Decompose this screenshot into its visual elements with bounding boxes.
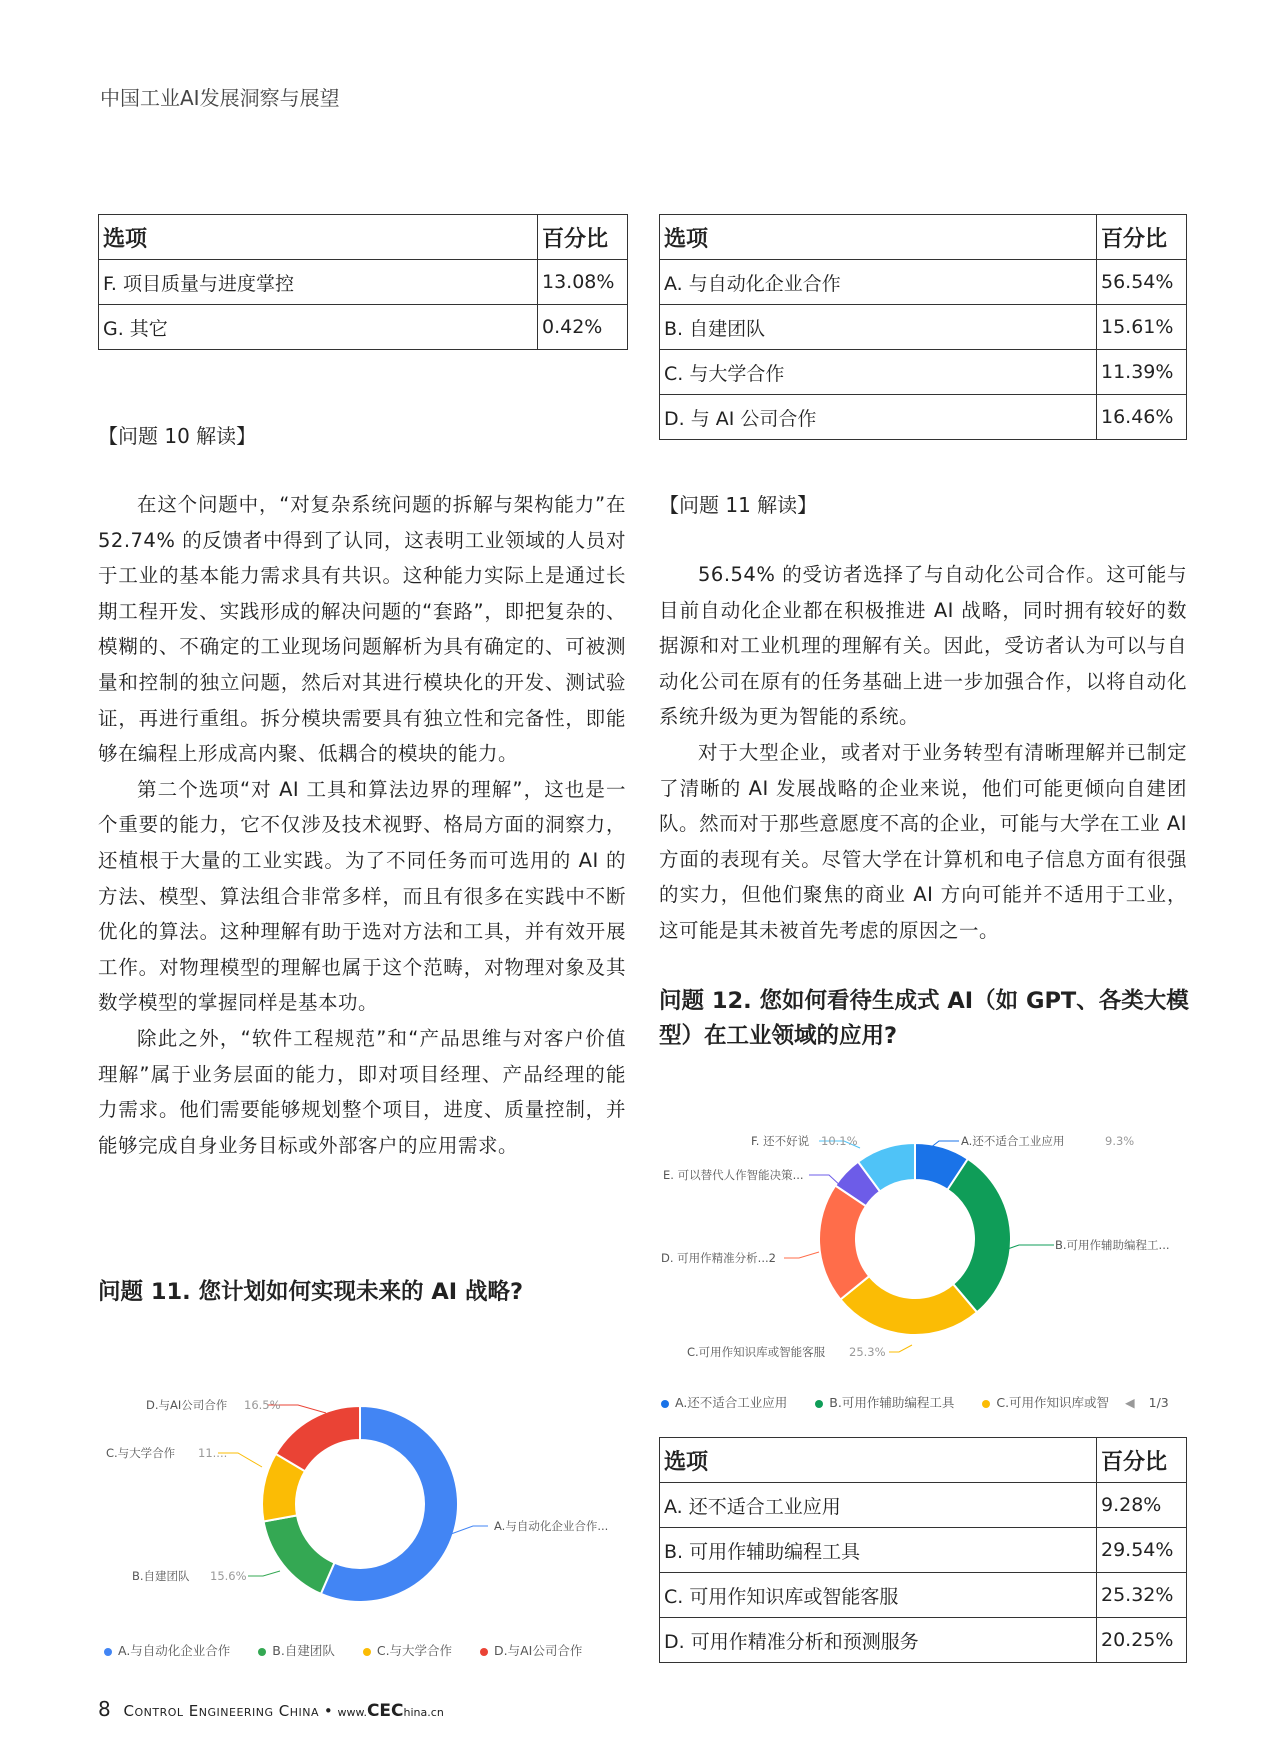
option-cell: A. 还不适合工业应用 [660,1483,1097,1528]
table-row [660,305,1187,350]
option-cell: A. 与自动化企业合作 [660,260,1097,305]
slice-pct: 9.3% [1105,1134,1135,1148]
legend-label: C.与大学合作 [376,1643,453,1658]
option-cell: C. 可用作知识库或智能客服 [660,1573,1097,1618]
legend-pager: 1/3 [1148,1395,1169,1410]
table-q11 [659,214,1187,440]
table-row [99,260,628,305]
col-pct-header: 百分比 [538,215,628,260]
col-option-header: 选项 [660,1438,1097,1483]
slice-label: F. 还不好说 [751,1134,810,1148]
slice-label: C.可用作知识库或智能客服 [687,1345,826,1359]
col-option-header: 选项 [660,215,1097,260]
legend-item[interactable] [982,1395,1109,1410]
legend-item[interactable] [258,1643,335,1658]
leader-line [451,1526,488,1534]
legend-dot-icon [661,1400,669,1408]
table-row [660,350,1187,395]
donut-slice[interactable] [264,1515,335,1593]
pct-cell: 9.28% [1097,1483,1187,1528]
legend-item[interactable] [815,1395,954,1410]
slice-pct: 10.1% [821,1134,858,1148]
paragraph: 对于大型企业，或者对于业务转型有清晰理解并已制定了清晰的 AI 发展战略的企业来说，他们可能更倾向自建团队。然而对于那些意愿度不高的企业，可能与大学在工业 AI 方面的表现有关。尽管大学在计算机和电子信息方面有很强的实力，但他们聚焦的商业 AI 方向可能并不适用于工业，这可能是其未被首先考虑的原因之一。 [659,740,1187,942]
legend-label: B.自建团队 [272,1643,335,1658]
option-cell: F. 项目质量与进度掌控 [99,260,538,305]
running-header: 中国工业AI发展洞察与展望 [100,86,340,110]
legend-label: B.可用作辅助编程工具 [829,1395,955,1410]
table-row [660,1618,1187,1663]
pct-cell: 11.39% [1097,350,1187,395]
paragraph: 56.54% 的受访者选择了与自动化公司合作。这可能与目前自动化企业都在积极推进 AI 战略，同时拥有较好的数据源和对工业机理的理解有关。因此，受访者认为可以与自动化公司在原有的任务基础上进一步加强合作，以将自动化系统升级为更为智能的系统。 [659,563,1187,729]
slice-pct: 16.5% [244,1398,281,1412]
col-pct-header: 百分比 [1097,1438,1187,1483]
chart-q11-legend [104,1641,606,1659]
col-option-header: 选项 [99,215,538,260]
legend-prev-icon[interactable]: ◀ [1125,1395,1135,1410]
legend-dot-icon [815,1400,823,1408]
option-cell: G. 其它 [99,305,538,350]
donut-slice[interactable] [276,1406,360,1471]
pct-cell: 56.54% [1097,260,1187,305]
page-number: 8 [98,1697,111,1721]
pct-cell: 0.42% [538,305,628,350]
option-cell: B. 自建团队 [660,305,1097,350]
table-row [660,395,1187,440]
pct-cell: 29.54% [1097,1528,1187,1573]
table-row [660,1483,1187,1528]
legend-item[interactable] [363,1643,452,1658]
donut-slices [819,1143,1011,1335]
slice-label: B.可用作辅助编程工... [1055,1238,1170,1252]
table-header-row [660,1438,1187,1483]
table-row [660,1573,1187,1618]
legend-label: D.与AI公司合作 [494,1643,583,1658]
option-cell: B. 可用作辅助编程工具 [660,1528,1097,1573]
table-row [99,305,628,350]
slice-label: B.自建团队 [132,1569,190,1583]
table-q10 [98,214,628,350]
leader-line [784,1252,819,1258]
slice-label: E. 可以替代人作智能决策... [663,1168,804,1182]
leader-line [248,1571,280,1576]
option-cell: D. 可用作精准分析和预测服务 [660,1618,1097,1663]
col-pct-header: 百分比 [1097,215,1187,260]
slice-label: A.与自动化企业合作... [494,1519,609,1533]
option-cell: C. 与大学合作 [660,350,1097,395]
footer-url-cec: CEC [366,1701,404,1721]
paragraph: 第二个选项“对 AI 工具和算法边界的理解”，这也是一个重要的能力，它不仅涉及技术视野、格局方面的洞察力，还植根于大量的工业实践。为了不同任务而可选用的 AI 的方法、模型、算法组合非常多样，而且有很多在实践中不断优化的算法。这种理解有助于选对方法和工具，并有效开展工作。对物理模型的理解也属于这个范畴，对物理对象及其数学模型的掌握同样是基本功。 [98,777,626,1015]
page-footer [98,1697,444,1721]
q10-interpretation-body [98,487,626,1163]
legend-label: A.还不适合工业应用 [675,1395,788,1410]
pct-cell: 25.32% [1097,1573,1187,1618]
option-cell: D. 与 AI 公司合作 [660,395,1097,440]
legend-item[interactable] [480,1643,582,1658]
chart-q12-donut [659,1118,1199,1376]
table-row [660,260,1187,305]
pct-cell: 13.08% [538,260,628,305]
q11-title: 问题 11. 您计划如何实现未来的 AI 战略? [98,1279,524,1305]
legend-item[interactable] [104,1643,230,1658]
chart-q12-legend [661,1393,1169,1411]
legend-dot-icon [480,1648,488,1656]
legend-dot-icon [258,1648,266,1656]
legend-dot-icon [104,1648,112,1656]
legend-dot-icon [363,1648,371,1656]
footer-bullet: • [323,1702,333,1720]
q11-interpretation-body [659,557,1187,949]
legend-label: A.与自动化企业合作 [118,1643,231,1658]
pct-cell: 16.46% [1097,395,1187,440]
paragraph: 除此之外，“软件工程规范”和“产品思维与对客户价值理解”属于业务层面的能力，即对项目经理、产品经理的能力需求。他们需要能够规划整个项目，进度、质量控制，并能够完成自身业务目标或外部客户的应用需求。 [98,1026,626,1157]
slice-label: C.与大学合作 [106,1446,176,1460]
slice-pct: 15.6% [210,1569,247,1583]
donut-slices [262,1406,458,1602]
q11-interpretation-heading: 【问题 11 解读】 [659,493,818,517]
slice-label: D. 可用作精准分析...2 [661,1251,776,1265]
legend-label: C.可用作知识库或智 [996,1395,1110,1410]
pct-cell: 20.25% [1097,1618,1187,1663]
table-row [660,1528,1187,1573]
slice-label: D.与AI公司合作 [146,1398,228,1412]
magazine-brand: Control Engineering China [123,1702,320,1720]
slice-pct: 25.3% [849,1345,886,1359]
q10-interpretation-heading: 【问题 10 解读】 [98,424,257,448]
q12-title: 问题 12. 您如何看待生成式 AI（如 GPT、各类大模型）在工业领域的应用? [659,988,1189,1049]
legend-dot-icon [982,1400,990,1408]
footer-url-prefix: www. [337,1706,367,1719]
slice-label: A.还不适合工业应用 [961,1134,1065,1148]
table-q12 [659,1437,1187,1663]
table-header-row [99,215,628,260]
pct-cell: 15.61% [1097,305,1187,350]
chart-q11-donut [98,1380,638,1640]
paragraph: 在这个问题中，“对复杂系统问题的拆解与架构能力”在 52.74% 的反馈者中得到了认同，这表明工业领域的人员对于工业的基本能力需求具有共识。这种能力实际上是通过长期工程开发、实践形成的解决问题的“套路”，即把复杂的、模糊的、不确定的工业现场问题解析为具有确定的、可被测量和控制的独立问题，然后对其进行模块化的开发、测试验证，再进行重组。拆分模块需要具有独立性和完备性，即能够在编程上形成高内聚、低耦合的模块的能力。 [98,493,626,766]
legend-item[interactable] [661,1395,787,1410]
leader-line [889,1345,912,1352]
table-header-row [660,215,1187,260]
footer-url-suffix: hina.cn [403,1706,444,1719]
slice-pct: 11.... [198,1446,228,1460]
